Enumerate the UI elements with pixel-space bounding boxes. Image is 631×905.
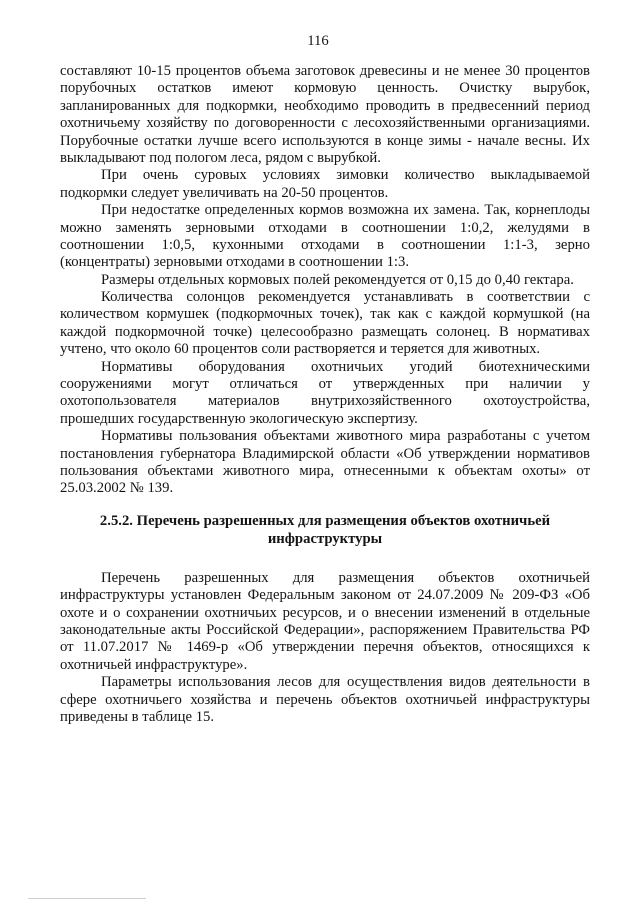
text-line: законодательные акты Российской Федерации», распоряжением Правительства РФ [60,621,590,638]
text-line: приведены в таблице 15. [60,708,215,725]
page-bottom-rule [28,898,146,899]
text-line: Количества солонцов рекомендуется устанавливать в соответствии с [101,289,590,306]
text-line: охотопользователя материалов внутрихозяйственного охотоустройства, [60,393,590,410]
paragraph-forest-use-parameters [60,674,590,726]
text-line: сфере охотничьего хозяйства и перечень объектов охотничьей инфраструктуры [60,691,590,708]
text-line: прошедших государственную экологическую экспертизу. [60,410,418,427]
text-line: охоте и о сохранении охотничьих ресурсов, и о внесении изменений в отдельные [60,604,590,621]
section-heading: 2.5.2. Перечень разрешенных для размещения объектов охотничьей инфраструктуры [99,512,551,548]
text-line: запланированных для подкормки, необходимо проводить в предвесенний период [60,97,590,114]
text-line: 25.03.2002 № 139. [60,480,174,497]
text-line: сооружениями могут отличаться от утвержденных при наличии у [60,376,590,393]
text-line: количеством кормушек (подкормочных точек), так как с каждой кормушкой (на [60,306,590,323]
text-line: Порубочные остатки лучше всего используются в конце зимы - начале весны. Их [60,132,590,149]
text-line: порубочных остатков имеют кормовую ценность. Очистку вырубок, [60,80,590,97]
paragraph-usage-norms [60,428,590,498]
text-line: инфраструктуры установлен Федеральным законом от 24.07.2009 № 209-ФЗ «Об [60,587,590,604]
text-line: Параметры использования лесов для осуществления видов деятельности в [101,674,590,691]
text-line: учтено, что около 60 процентов соли растворяется и теряется для животных. [60,341,541,358]
text-line: выкладывают под пологом леса, рядом с вырубкой. [60,149,381,166]
text-line: соотношении 1:0,5, кухонными отходами в соотношении 1:1-3, зерно [60,236,590,253]
text-line: охотничьей инфраструктуре». [60,656,248,673]
page-number: 116 [307,33,329,49]
text-column [60,63,590,726]
paragraph-severe-winter [60,167,590,202]
text-line: каждой подкормочной точке) целесообразно размещать солонец. В нормативах [60,323,590,340]
paragraph-salt-licks [60,289,590,359]
text-line: Нормативы оборудования охотничьих угодий биотехническими [101,358,590,375]
paragraph-feed-field-size [60,272,590,289]
text-line: При недостатке определенных кормов возможна их замена. Так, корнеплоды [101,202,590,219]
paragraph-equipment-norms [60,359,590,429]
text-line: При очень суровых условиях зимовки количество выкладываемой [101,167,590,184]
text-line: составляют 10-15 процентов объема заготовок древесины и не менее 30 процентов [60,63,590,79]
paragraph-logging-residues [60,63,590,167]
text-line: (концентраты) зерновыми отходами в соотношении 1:3. [60,254,410,271]
paragraph-infrastructure-list [60,570,590,674]
paragraph-feed-substitution [60,202,590,272]
text-line: постановления губернатора Владимирской области «Об утверждении нормативов [60,445,590,462]
text-line: Размеры отдельных кормовых полей рекомендуется от 0,15 до 0,40 гектара. [101,271,574,288]
text-line: от 11.07.2017 № 1469-р «Об утверждении перечня объектов, относящихся к [60,639,590,656]
text-line: подкормки следует увеличивать на 20-50 процентов. [60,184,389,201]
text-line: можно заменять зерновыми отходами в соотношении 1:0,2, желудями в [60,219,590,236]
text-line: охотничьему хозяйству по договоренности с лесохозяйственными организациями. [60,115,590,132]
text-line: пользования объектами животного мира, отнесенными к объектам охоты» от [60,462,590,479]
text-line: Перечень разрешенных для размещения объектов охотничьей [101,569,590,586]
text-line: Нормативы пользования объектами животного мира разработаны с учетом [101,428,590,445]
